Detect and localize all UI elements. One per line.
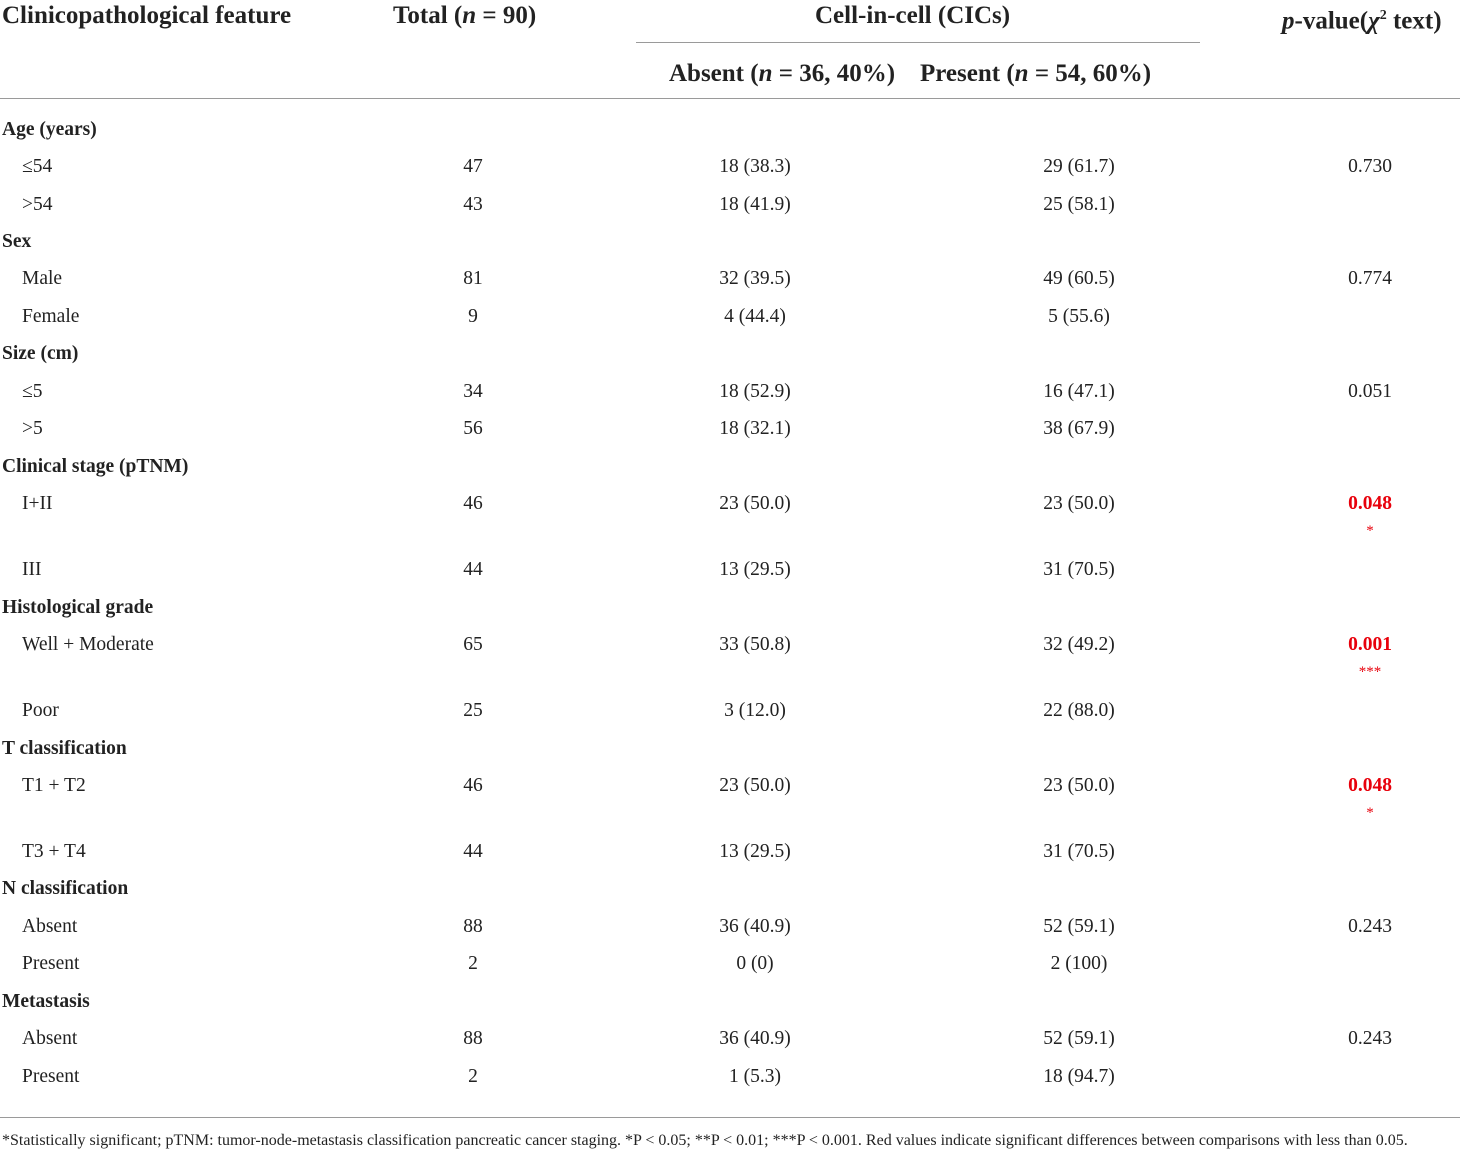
- cell-present: 25 (58.1): [1043, 194, 1115, 215]
- cell-total: 9: [468, 306, 478, 327]
- cell-present: 31 (70.5): [1043, 559, 1115, 580]
- cell-present: 32 (49.2): [1043, 634, 1115, 655]
- col-header-total: Total (n = 90): [393, 2, 537, 29]
- cell-pvalue: 0.730: [1348, 156, 1392, 177]
- cell-total: 81: [463, 268, 483, 289]
- cell-pvalue-significant: 0.048: [1348, 775, 1392, 796]
- row-label: Well + Moderate: [22, 634, 154, 655]
- cell-absent: 3 (12.0): [724, 700, 786, 721]
- group-t-classification: T classification: [2, 738, 127, 759]
- cell-absent: 36 (40.9): [719, 916, 791, 937]
- cell-total: 43: [463, 194, 483, 215]
- cell-present: 31 (70.5): [1043, 841, 1115, 862]
- cell-total: 56: [463, 418, 483, 439]
- cell-pvalue: 0.243: [1348, 916, 1392, 937]
- cell-present: 5 (55.6): [1048, 306, 1110, 327]
- cell-absent: 18 (41.9): [719, 194, 791, 215]
- cell-absent: 18 (38.3): [719, 156, 791, 177]
- col-header-cics: Cell-in-cell (CICs): [815, 2, 1011, 29]
- cell-present: 22 (88.0): [1043, 700, 1115, 721]
- cell-present: 23 (50.0): [1043, 775, 1115, 796]
- cell-absent: 0 (0): [736, 953, 774, 974]
- header-bottom-rule: [0, 98, 1460, 99]
- group-size: Size (cm): [2, 343, 79, 364]
- cell-pvalue-significant: 0.048: [1348, 493, 1392, 514]
- col-header-present: Present (n = 54, 60%): [920, 60, 1152, 87]
- cell-absent: 13 (29.5): [719, 841, 791, 862]
- cell-total: 88: [463, 1028, 483, 1049]
- significance-marker: *: [1366, 805, 1374, 821]
- cell-present: 2 (100): [1050, 953, 1108, 974]
- significance-marker: *: [1366, 523, 1374, 539]
- row-label: I+II: [22, 493, 53, 514]
- group-histological-grade: Histological grade: [2, 597, 154, 618]
- cell-present: 23 (50.0): [1043, 493, 1115, 514]
- cell-total: 88: [463, 916, 483, 937]
- cell-total: 46: [463, 775, 483, 796]
- cell-total: 44: [463, 841, 483, 862]
- significance-marker: ***: [1358, 664, 1382, 680]
- table-footnote: *Statistically significant; pTNM: tumor-node-metastasis classification pancreatic cancer staging. *P < 0.05; **P < 0.01; ***P < 0.001. Red values indicate significant differences between comparisons with less than 0.05.: [2, 1132, 1408, 1149]
- cell-pvalue: 0.051: [1348, 381, 1392, 402]
- cell-present: 52 (59.1): [1043, 1028, 1115, 1049]
- group-sex: Sex: [2, 231, 32, 252]
- row-label: Present: [22, 1066, 80, 1087]
- row-label: Poor: [22, 700, 59, 721]
- group-metastasis: Metastasis: [2, 991, 90, 1012]
- cell-absent: 1 (5.3): [729, 1066, 781, 1087]
- row-label: Present: [22, 953, 80, 974]
- cell-pvalue-significant: 0.001: [1348, 634, 1392, 655]
- cell-total: 46: [463, 493, 483, 514]
- group-age: Age (years): [2, 119, 97, 140]
- row-label: Absent: [22, 1028, 78, 1049]
- cell-total: 65: [463, 634, 483, 655]
- cell-total: 34: [463, 381, 483, 402]
- cell-total: 44: [463, 559, 483, 580]
- cell-absent: 23 (50.0): [719, 775, 791, 796]
- cell-absent: 18 (32.1): [719, 418, 791, 439]
- row-label: ≤54: [22, 156, 53, 177]
- col-header-absent: Absent (n = 36, 40%): [669, 60, 896, 87]
- row-label: >5: [22, 418, 43, 439]
- cell-absent: 33 (50.8): [719, 634, 791, 655]
- cics-subheader-rule: [636, 42, 1200, 43]
- cell-present: 29 (61.7): [1043, 156, 1115, 177]
- group-n-classification: N classification: [2, 878, 129, 899]
- cell-absent: 36 (40.9): [719, 1028, 791, 1049]
- cell-present: 16 (47.1): [1043, 381, 1115, 402]
- cell-total: 2: [468, 1066, 478, 1087]
- cell-absent: 32 (39.5): [719, 268, 791, 289]
- row-label: ≤5: [22, 381, 43, 402]
- row-label: >54: [22, 194, 53, 215]
- group-clinical-stage: Clinical stage (pTNM): [2, 456, 189, 477]
- cell-present: 38 (67.9): [1043, 418, 1115, 439]
- row-label: Female: [22, 306, 80, 327]
- cell-present: 18 (94.7): [1043, 1066, 1115, 1087]
- cell-absent: 13 (29.5): [719, 559, 791, 580]
- row-label: Male: [22, 268, 63, 289]
- table-bottom-rule: [0, 1117, 1460, 1118]
- cell-pvalue: 0.243: [1348, 1028, 1392, 1049]
- cell-present: 52 (59.1): [1043, 916, 1115, 937]
- row-label: III: [22, 559, 42, 580]
- col-header-feature: Clinicopathological feature: [2, 2, 292, 29]
- cell-absent: 4 (44.4): [724, 306, 786, 327]
- cell-absent: 18 (52.9): [719, 381, 791, 402]
- row-label: T3 + T4: [22, 841, 86, 862]
- row-label: Absent: [22, 916, 78, 937]
- cell-pvalue: 0.774: [1348, 268, 1392, 289]
- row-label: T1 + T2: [22, 775, 86, 796]
- cell-present: 49 (60.5): [1043, 268, 1115, 289]
- cell-absent: 23 (50.0): [719, 493, 791, 514]
- cell-total: 2: [468, 953, 478, 974]
- cell-total: 47: [463, 156, 483, 177]
- cell-total: 25: [463, 700, 483, 721]
- col-header-pvalue: $p-value(\chi^2$ text): [1282, 7, 1442, 35]
